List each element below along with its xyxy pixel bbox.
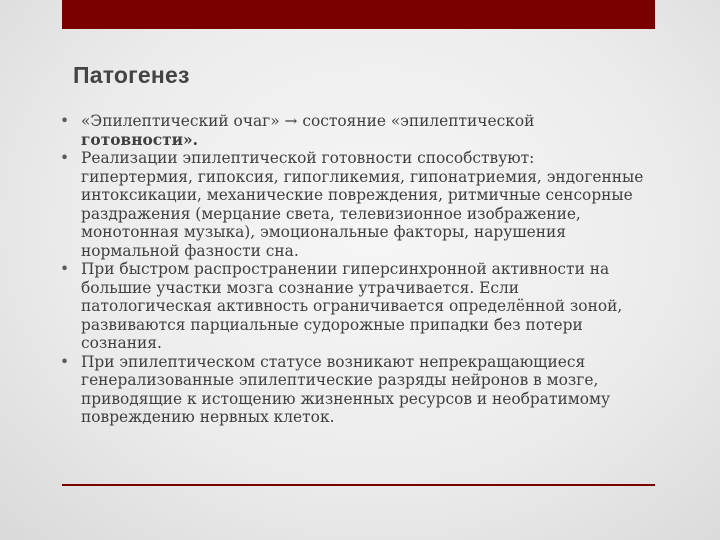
bullet-item xyxy=(60,149,660,260)
bullet-line: интоксикации, механические повреждения, ритмичные сенсорные xyxy=(81,186,633,204)
top-accent-band xyxy=(62,0,655,29)
bullet-line: патологическая активность ограничивается определённой зоной, xyxy=(81,297,623,315)
bullet-icon: • xyxy=(60,149,70,167)
bullet-line: монотонная музыка), эмоциональные факторы, нарушения xyxy=(81,223,566,241)
bullet-line: нормальной фазности сна. xyxy=(81,241,299,260)
bullet-icon: • xyxy=(60,260,70,278)
bullet-icon: • xyxy=(60,352,70,371)
bullet-line: При эпилептическом статусе возникают непрекращающиеся xyxy=(81,352,586,371)
bullet-line: раздражения (мерцание света, телевизионное изображение, xyxy=(81,204,581,223)
bullet-line: Реализации эпилептической готовности способствуют: xyxy=(81,149,535,167)
bullet-line: генерализованные эпилептические разряды нейронов в мозге, xyxy=(81,371,599,389)
bullet-icon: • xyxy=(60,112,70,130)
bullet-line: повреждению нервных клеток. xyxy=(81,408,335,426)
slide-title: Патогенез xyxy=(73,62,190,88)
bullet-line: большие участки мозга сознание утрачивается. Если xyxy=(81,278,520,297)
bullet-list xyxy=(60,112,660,427)
bullet-line-part: «Эпилептический очаг» → состояние «эпилептической xyxy=(81,112,535,130)
bullet-line: приводящие к истощению жизненных ресурсов и необратимому xyxy=(81,389,611,408)
bullet-line: сознания. xyxy=(81,334,162,352)
bullet-line: готовности». xyxy=(81,130,199,149)
bottom-accent-rule xyxy=(62,484,655,486)
bullet-line: развиваются парциальные судорожные припадки без потери xyxy=(81,315,583,334)
bullet-line: гипертермия, гипоксия, гипогликемия, гипонатриемия, эндогенные xyxy=(81,167,644,186)
bullet-line: При быстром распространении гиперсинхронной активности на xyxy=(81,260,610,278)
bullet-item xyxy=(60,353,660,427)
bullet-item xyxy=(60,260,660,353)
bullet-line xyxy=(81,112,660,131)
bullet-item xyxy=(60,112,660,149)
